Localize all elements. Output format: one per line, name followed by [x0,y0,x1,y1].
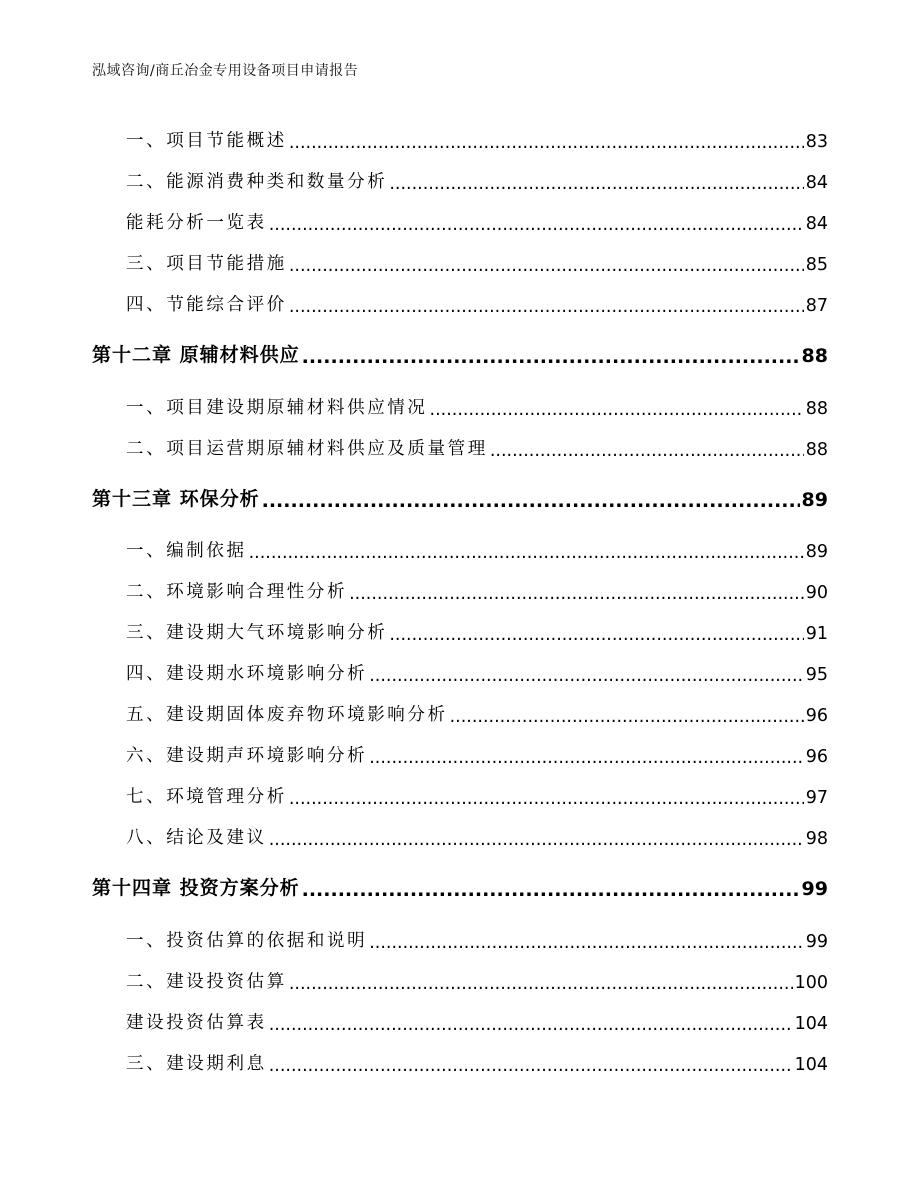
toc-entry-title: 环境影响合理性分析 [166,582,348,602]
dot-leader [369,750,804,768]
toc-page-number: 104 [794,1014,828,1034]
dot-leader [369,935,804,953]
dot-leader [490,443,804,461]
toc-entry[interactable] [0,1045,920,1075]
toc-entry[interactable] [0,737,920,767]
toc-page-number: 95 [805,665,828,685]
toc-page-number: 96 [805,747,828,767]
toc-entry-number: 一、 [126,541,167,561]
toc-page-number: 84 [805,214,828,234]
toc-entry[interactable] [0,655,920,685]
toc-page-number: 90 [805,583,828,603]
toc-entry-title: 建设期声环境影响分析 [166,746,368,766]
toc-entry-number: 一、 [126,131,167,151]
toc-page-number: 91 [805,624,828,644]
toc-page-number: 89 [801,489,828,511]
dot-leader [269,1017,793,1035]
dot-leader [269,1058,793,1076]
toc-entry[interactable] [0,163,920,193]
toc-entry-title: 结论及建议 [166,828,267,848]
toc-entry-title: 第十二章 原辅材料供应 [92,344,300,366]
toc-entry-number: 七、 [126,787,167,807]
toc-entry-title: 项目节能措施 [166,254,287,274]
dot-leader [289,791,804,809]
toc-page-number: 88 [801,345,828,367]
toc-page-number: 88 [805,399,828,419]
toc-entry-title: 建设期固体废弃物环境影响分析 [166,705,448,725]
dot-leader [369,668,804,686]
dot-leader [289,135,804,153]
toc-entry-title: 建设期水环境影响分析 [166,664,368,684]
toc-entry[interactable] [0,389,920,419]
dot-leader [289,976,793,994]
toc-entry[interactable] [0,963,920,993]
toc-page-number: 89 [805,542,828,562]
toc-page-number: 104 [794,1055,828,1075]
toc-entry-title: 投资估算的依据和说明 [166,931,368,951]
toc-page-number: 98 [805,829,828,849]
toc-entry-title: 节能综合评价 [166,295,287,315]
toc-page-number: 85 [805,255,828,275]
toc-chapter-entry[interactable] [0,481,920,511]
toc-entry[interactable] [0,696,920,726]
toc-page-number: 99 [805,932,828,952]
toc-entry-number: 四、 [126,664,167,684]
dot-leader [389,176,803,194]
dot-leader [269,217,804,235]
toc-page-number: 88 [805,440,828,460]
toc-entry-title: 项目建设期原辅材料供应情况 [166,398,428,418]
toc-page-number: 97 [805,788,828,808]
toc-entry-number: 二、 [126,582,167,602]
toc-page-number: 100 [794,973,828,993]
dot-leader [269,832,804,850]
toc-entry-number: 五、 [126,705,167,725]
running-header: 泓域咨询/商丘冶金专用设备项目申请报告 [92,63,359,79]
dot-leader [289,258,804,276]
toc-entry-title: 建设投资估算 [166,972,287,992]
toc-entry[interactable] [0,122,920,152]
toc-entry[interactable] [0,430,920,460]
toc-entry[interactable] [0,532,920,562]
toc-entry-title: 建设期利息 [166,1054,267,1074]
toc-entry-title: 编制依据 [166,541,247,561]
toc-entry-number: 二、 [126,439,167,459]
toc-entry-number: 二、 [126,972,167,992]
toc-entry-number: 一、 [126,931,167,951]
toc-page-number: 99 [801,878,828,900]
toc-entry-number: 三、 [126,1054,167,1074]
toc-entry-title: 项目运营期原辅材料供应及质量管理 [166,439,488,459]
dot-leader [249,545,804,563]
toc-entry[interactable] [0,778,920,808]
toc-page-number: 84 [805,173,828,193]
toc-entry-title: 能耗分析一览表 [126,213,267,233]
toc-page-number: 83 [805,132,828,152]
toc-entry-number: 二、 [126,172,167,192]
dot-leader [302,881,800,900]
dot-leader [262,492,800,511]
toc-entry-number: 六、 [126,746,167,766]
toc-entry-title: 第十四章 投资方案分析 [92,877,300,899]
toc-entry[interactable] [0,819,920,849]
toc-entry-title: 第十三章 环保分析 [92,488,260,510]
toc-entry-title: 项目节能概述 [166,131,287,151]
toc-entry[interactable] [0,922,920,952]
toc-entry-number: 一、 [126,398,167,418]
dot-leader [430,402,804,420]
toc-entry[interactable] [0,286,920,316]
toc-entry[interactable] [0,245,920,275]
toc-page-number: 87 [805,296,828,316]
toc-entry[interactable] [0,204,920,234]
toc-page-number: 96 [805,706,828,726]
toc-entry[interactable] [0,1004,920,1034]
dot-leader [450,709,804,727]
toc-entry-title: 能源消费种类和数量分析 [166,172,388,192]
toc-chapter-entry[interactable] [0,337,920,367]
dot-leader [302,348,800,367]
toc-entry[interactable] [0,614,920,644]
header-rule [92,88,828,89]
dot-leader [389,627,803,645]
toc-entry[interactable] [0,573,920,603]
toc-entry-number: 三、 [126,254,167,274]
toc-entry-title: 建设期大气环境影响分析 [166,623,388,643]
toc-entry-title: 建设投资估算表 [126,1013,267,1033]
toc-entry-number: 八、 [126,828,167,848]
toc-entry-number: 四、 [126,295,167,315]
dot-leader [289,299,804,317]
toc-entry-title: 环境管理分析 [166,787,287,807]
toc-chapter-entry[interactable] [0,870,920,900]
dot-leader [349,586,804,604]
toc-entry-number: 三、 [126,623,167,643]
